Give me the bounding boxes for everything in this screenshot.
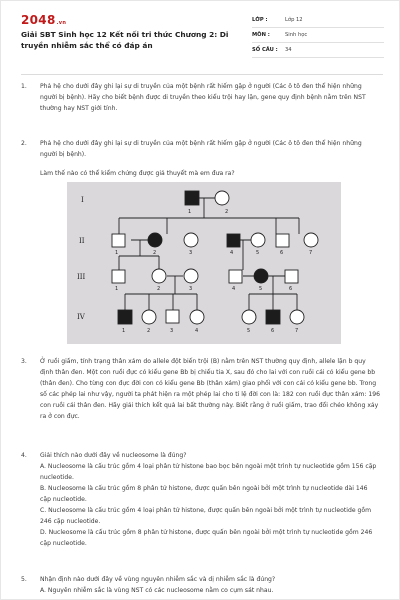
question-number: 4. [21, 452, 27, 459]
pedigree-unaffected-female [304, 233, 318, 247]
meta-table [252, 13, 384, 58]
pedigree-unaffected-female [142, 310, 156, 324]
pedigree-affected-male [227, 234, 240, 247]
pedigree-number: 4 [232, 286, 236, 292]
pedigree-number: 1 [115, 250, 119, 256]
meta-row-subject [252, 28, 384, 43]
pedigree-unaffected-female [184, 233, 198, 247]
pedigree-number: 2 [153, 250, 157, 256]
question-text: Ở ruồi giấm, tính trạng thân xám do allele đột biến trội (B) nằm trên NST thường quy định, allele lặn b quy định thân đen. Một con ruồi đực có kiểu gene Bb bị chiếu tia X, sau đó cho lai với con ruồi cái có kiểu gene bb (thân đen). Cho từng con đực đời con có kiểu gene Bb (thân xám) giao phối với con cái có kiểu gene bb. Trong số các phép lai như vậy, người ta phát hiện ra một phép lai cho tỉ lệ đời con là: 182 con ruồi đực thân xám: 196 con ruồi cái thân đen. Hãy giải thích kết quả lai bất thường này. Biết rằng ở ruồi giấm, trao đổi chéo không xảy ra ở con đực. [40, 358, 380, 420]
pedigree-affected-female [254, 269, 268, 283]
question-number: 1. [21, 83, 27, 90]
meta-value: 34 [285, 47, 292, 53]
pedigree-number: 3 [170, 328, 174, 334]
answer-option-d[interactable]: D. Nucleosome là cấu trúc gồm 8 phân tử histone, được quấn bên ngoài bởi một trình tự nucleotide gồm 246 cặp nucleotide. [40, 529, 373, 547]
pedigree-svg [67, 182, 341, 344]
pedigree-unaffected-female [242, 310, 256, 324]
question-number: 5. [21, 576, 27, 583]
pedigree-unaffected-male [276, 234, 289, 247]
answer-option-b[interactable]: B. Nucleosome là cấu trúc gồm 8 phân tử histone, được quấn bên ngoài bởi một trình tự nucleotide dài 146 cặp nucleotide. [40, 485, 368, 503]
gen-label-III: III [77, 273, 86, 281]
pedigree-number: 6 [289, 286, 293, 292]
pedigree-number: 2 [225, 209, 229, 215]
pedigree-affected-male [266, 310, 280, 324]
pedigree-number: 2 [147, 328, 151, 334]
question-text: Phả hệ cho dưới đây ghi lại sự di truyền của một bệnh rất hiếm gặp ở người (Các ô tô đen thể hiện những người bị bệnh). Hãy cho biết bệnh được di truyền theo kiểu trội hay lặn, gene quy định bệnh nằm trên NST thường hay NST giới tính. [40, 83, 366, 112]
question-text: Phả hệ cho dưới đây ghi lại sự di truyền của một bệnh rất hiếm gặp ở người (Các ô tô đen thể hiện những người bị bệnh). [40, 140, 362, 158]
pedigree-number: 5 [259, 286, 263, 292]
header-divider [21, 74, 383, 75]
pedigree-number: 6 [271, 328, 275, 334]
pedigree-unaffected-female [251, 233, 265, 247]
pedigree-number: 1 [188, 209, 192, 215]
document-header [1, 1, 400, 75]
pedigree-unaffected-male [229, 270, 242, 283]
pedigree-unaffected-female [190, 310, 204, 324]
pedigree-number: 4 [195, 328, 199, 334]
answer-option-a[interactable]: A. Nucleosome là cấu trúc gồm 4 loại phân tử histone bao bọc bên ngoài một trình tự nucleotide gồm 156 cặp nucleotide. [40, 463, 377, 481]
pedigree-unaffected-male [285, 270, 298, 283]
question-number: 3. [21, 358, 27, 365]
pedigree-affected-male [185, 191, 199, 205]
pedigree-unaffected-female [184, 269, 198, 283]
answer-option-a[interactable]: A. Nguyên nhiễm sắc là vùng NST có các nucleosome nằm co cụm sát nhau. [40, 587, 274, 594]
answer-option-c[interactable]: C. Nucleosome là cấu trúc gồm 4 loại phân tử histone, được quấn bên ngoài bởi một trình tự nucleotide gồm 246 cặp nucleotide. [40, 507, 372, 525]
meta-key: LỚP : [252, 17, 268, 23]
question-2-subquestion: Làm thế nào có thể kiểm chứng được giả thuyết mà em đưa ra? [40, 170, 235, 177]
question-text [40, 450, 380, 549]
pedigree-number: 5 [256, 250, 260, 256]
pedigree-number: 5 [247, 328, 251, 334]
question-number: 2. [21, 140, 27, 147]
logo-suffix: .vn [56, 20, 67, 26]
pedigree-unaffected-male [112, 270, 125, 283]
meta-value: Sinh học [285, 32, 308, 38]
pedigree-number: 6 [280, 250, 284, 256]
pedigree-unaffected-female [290, 310, 304, 324]
pedigree-unaffected-female [215, 191, 229, 205]
pedigree-number: 1 [115, 286, 119, 292]
pedigree-number: 4 [230, 250, 234, 256]
pedigree-number: 3 [189, 286, 193, 292]
question-text [40, 574, 380, 596]
pedigree-unaffected-male [112, 234, 125, 247]
pedigree-number: 3 [189, 250, 193, 256]
logo-text: 2048 [21, 13, 56, 27]
meta-value: Lớp 12 [285, 17, 303, 23]
question-stem: Nhận định nào dưới đây về vùng nguyên nhiễm sắc và dị nhiễm sắc là đúng? [40, 576, 276, 583]
pedigree-affected-male [118, 310, 132, 324]
pedigree-affected-female [148, 233, 162, 247]
meta-row-class [252, 13, 384, 28]
pedigree-unaffected-male [166, 310, 179, 323]
question-stem: Giải thích nào dưới đây về nucleosome là đúng? [40, 452, 187, 459]
pedigree-number: 2 [157, 286, 161, 292]
pedigree-number: 7 [309, 250, 313, 256]
meta-row-count [252, 43, 384, 58]
pedigree-number: 7 [295, 328, 299, 334]
pedigree-diagram [67, 182, 341, 344]
meta-key: SỐ CÂU : [252, 47, 278, 53]
document-title: Giải SBT Sinh học 12 Kết nối tri thức Chương 2: Di truyền nhiễm sắc thể có đáp án [21, 30, 229, 50]
site-logo[interactable] [21, 13, 66, 27]
pedigree-unaffected-female [152, 269, 166, 283]
gen-label-IV: IV [77, 313, 85, 321]
gen-label-I: I [81, 196, 84, 204]
pedigree-number: 1 [122, 328, 126, 334]
meta-key: MÔN : [252, 32, 270, 38]
gen-label-II: II [79, 237, 85, 245]
